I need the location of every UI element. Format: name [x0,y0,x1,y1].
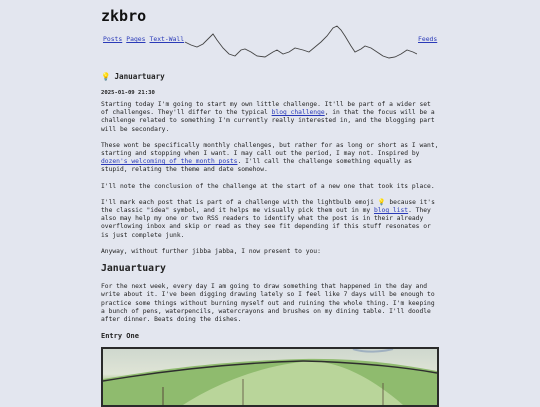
paragraph-1: Starting today I'm going to start my own little challenge. It'll be part of a wider set of challenges. They'll differ to the typical blog challenge, in that the focus will be a challenge related to something I'm currently really interested in, and the blogging part will be secondary. [101,101,435,133]
post-title-text: Januartuary [114,72,165,81]
nav-textwall-link[interactable]: Text-Wall [149,35,185,43]
post-title [101,72,165,81]
entry-heading: Entry One [101,332,139,341]
paragraph-6: For the next week, every day I am going to draw something that happened in the day and write about it. I've been digging drawing lately so I feel like 7 days will be enough to practice some things without burning myself out and ruining the whole thing. I'm keeping a bunch of pens, waterpencils, watercrayons and brushes on my dining table. I'll doodle after dinner. Beats doing the dishes. [101,283,435,324]
paragraph-2: These wont be specifically monthly challenges, but rather for as long or short as I want, starting and stopping when I want. I may call out the period, I may not. Inspired by dozen's welcoming of the month posts. I'll call the challenge something equally as stupid, relating the theme and date somehow. [101,141,439,174]
lightbulb-icon: 💡 [101,72,111,81]
section-heading: Januartuary [101,263,166,275]
site-title[interactable]: zkbro [101,7,147,25]
nav-pages-link[interactable]: Pages [126,35,146,43]
paragraph-5: Anyway, without further jibba jabba, I now present to you: [101,247,321,255]
main-nav [103,35,188,43]
paragraph-4: I'll mark each post that is part of a challenge with the lightbulb emoji 💡 because it's the classic "idea" symbol, and it helps me visually pick them out in my blog list. They also may help my one or two RSS readers to identify what the post is in their already overflowing inbox and skip or read as they see fit depending if this stuff resonates or is just complete junk. [101,198,435,239]
blog-list-link[interactable]: blog list [373,207,409,215]
paragraph-3: I'll note the conclusion of the challenge at the start of a new one that took its place. [101,182,435,190]
landscape-drawing [103,349,437,405]
lightbulb-inline-icon: 💡 [377,198,386,206]
nav-posts-link[interactable]: Posts [103,35,123,43]
entry-drawing-image [101,347,439,407]
dozens-welcoming-link[interactable]: dozen's welcoming of the month posts [101,158,238,166]
mountain-ridge-decoration [185,22,417,62]
post-body [101,101,439,407]
post-date: 2025-01-09 21:30 [101,90,155,96]
nav-feeds-link[interactable]: Feeds [418,35,438,43]
blog-challenge-link[interactable]: blog challenge [271,109,325,117]
